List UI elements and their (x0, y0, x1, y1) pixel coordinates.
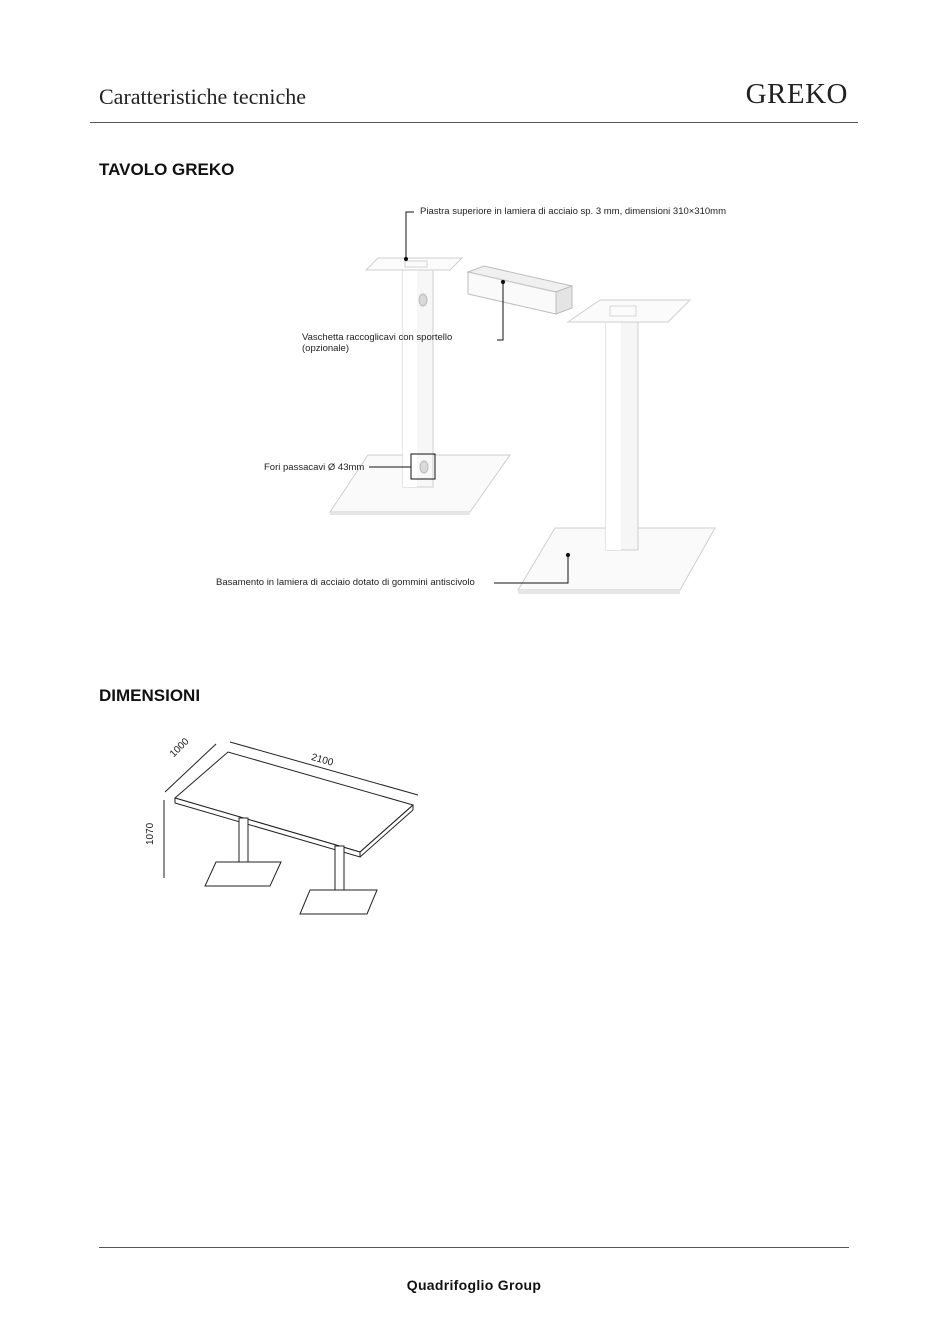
dimension-length-label: 2100 (309, 752, 335, 769)
dimension-height-label: 1070 (145, 822, 156, 845)
footer-divider (99, 1247, 849, 1248)
callout-top-plate: Piastra superiore in lamiera di acciaio sp. 3 mm, dimensioni 310×310mm (420, 206, 726, 217)
callout-cable-tray-line1: Vaschetta raccoglicavi con sportello (302, 332, 453, 343)
dimension-depth-label: 1000 (168, 736, 192, 760)
callout-cable-holes: Fori passacavi Ø 43mm (264, 462, 365, 473)
dimension-drawing (164, 742, 418, 914)
callout-cable-tray-line2: (opzionale) (302, 343, 349, 354)
callout-cable-tray (302, 332, 452, 354)
right-table-base (518, 300, 715, 594)
callout-base: Basamento in lamiera di acciaio dotato di gommini antiscivolo (216, 577, 475, 588)
cable-tray (468, 266, 572, 314)
product-brand-name: GREKO (745, 78, 848, 110)
dimensions-section-title: DIMENSIONI (99, 686, 201, 705)
page-title: Caratteristiche tecniche (99, 84, 307, 109)
product-section-title: TAVOLO GREKO (99, 160, 235, 179)
footer-company-name: Quadrifoglio Group (406, 1277, 542, 1293)
